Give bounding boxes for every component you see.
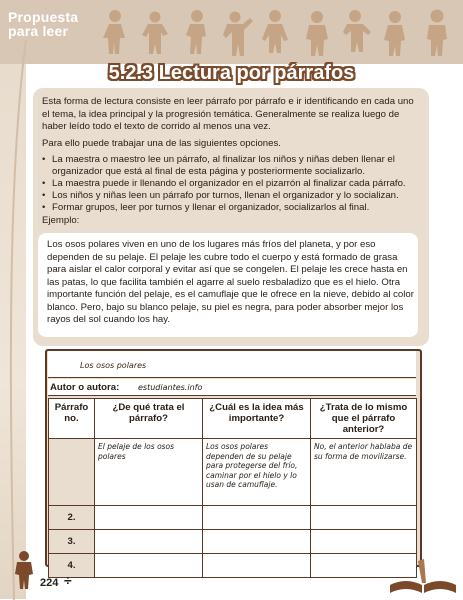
organizer-table — [48, 398, 417, 578]
header-what-about: ¿De qué trata el párrafo? — [95, 399, 203, 439]
table-row — [49, 439, 417, 506]
header-main-idea: ¿Cuál es la idea más importante? — [203, 399, 311, 439]
header-same-as-previous: ¿Trata de lo mismo que el párrafo anterior? — [311, 399, 417, 439]
header-title-line1: Propuesta — [8, 9, 79, 25]
cell-same-as-previous[interactable] — [311, 506, 417, 530]
options-list — [42, 154, 427, 214]
topic-value: Los osos polares — [80, 361, 147, 370]
cell-main-idea[interactable] — [203, 506, 311, 530]
open-book-icon — [388, 555, 458, 595]
divide-icon: ÷ — [64, 572, 72, 588]
reading-child-icon — [12, 550, 36, 590]
option-item: • Los niños y niñas leen un párrafo por turnos, llenan el organizador y lo socializan. — [42, 190, 427, 202]
cell-what-about[interactable] — [95, 554, 203, 578]
cell-main-idea[interactable] — [203, 554, 311, 578]
header-title — [8, 10, 88, 38]
cell-main-idea[interactable]: Los osos polares dependen de su pelaje para protegerse del frío, caminar por el hielo y lo usan de camuflaje. — [203, 439, 311, 506]
children-silhouettes-icon — [100, 8, 460, 58]
section-title: 5.2.3 Lectura por párrafos — [108, 62, 355, 84]
option-item: • La maestra o maestro lee un párrafo, al finalizar los niños y niñas deben llenar el organizador que está al final de esta página y posteriormente socializarlo. — [42, 154, 427, 178]
option-item: • La maestra puede ir llenando el organizador en el pizarrón al finalizar cada párrafo. — [42, 178, 427, 190]
author-value: estudiantes.info — [138, 383, 203, 392]
cell-what-about[interactable]: El pelaje de los osos polares — [95, 439, 203, 506]
row-number — [49, 439, 95, 506]
header-paragraph-no: Párrafo no. — [49, 399, 95, 439]
table-row — [49, 530, 417, 554]
row-number: 3. — [49, 530, 95, 554]
table-row — [49, 506, 417, 530]
option-item: • Formar grupos, leer por turnos y llenar el organizador, socializarlos al final. — [42, 202, 427, 214]
author-label: Autor o autora: — [50, 382, 120, 393]
example-text: Los osos polares viven en uno de los lugares más fríos del planeta, y por eso dependen de su pelaje. El pelaje les cubre todo el cuerpo y está formado de grasa para aislar el calor corporal y evitar así que se congelen. El pelaje les crece hasta en las patas, lo que facilita también el agarre al suelo resbaladizo que es el hielo. Otra importante función del pelaje, es el camuflaje que le ofrece en la nieve, debido al color blanco. Pero, bajo su blanco pelaje, su piel es negra, para poder absorber mejor los rayos del sol cuando los hay. — [47, 239, 414, 325]
cell-same-as-previous[interactable]: No, el anterior hablaba de su forma de movilizarse. — [311, 439, 417, 506]
example-label: Ejemplo: — [42, 215, 80, 226]
table-header-row — [49, 399, 417, 439]
row-number: 4. — [49, 554, 95, 578]
header-title-line2: para leer — [8, 23, 69, 39]
cell-main-idea[interactable] — [203, 530, 311, 554]
table-row — [49, 554, 417, 578]
cell-what-about[interactable] — [95, 530, 203, 554]
cell-what-about[interactable] — [95, 506, 203, 530]
row-number: 2. — [49, 506, 95, 530]
intro-paragraph: Esta forma de lectura consiste en leer párrafo por párrafo e ir identificando en cada uno el tema, la idea principal y la progresión temática. Generalmente se realiza luego de haber leído todo el texto de corrido al menos una vez. — [42, 96, 414, 133]
page-number: 224 — [40, 577, 59, 589]
cell-same-as-previous[interactable] — [311, 530, 417, 554]
options-intro: Para ello puede trabajar una de las siguientes opciones. — [42, 138, 281, 149]
